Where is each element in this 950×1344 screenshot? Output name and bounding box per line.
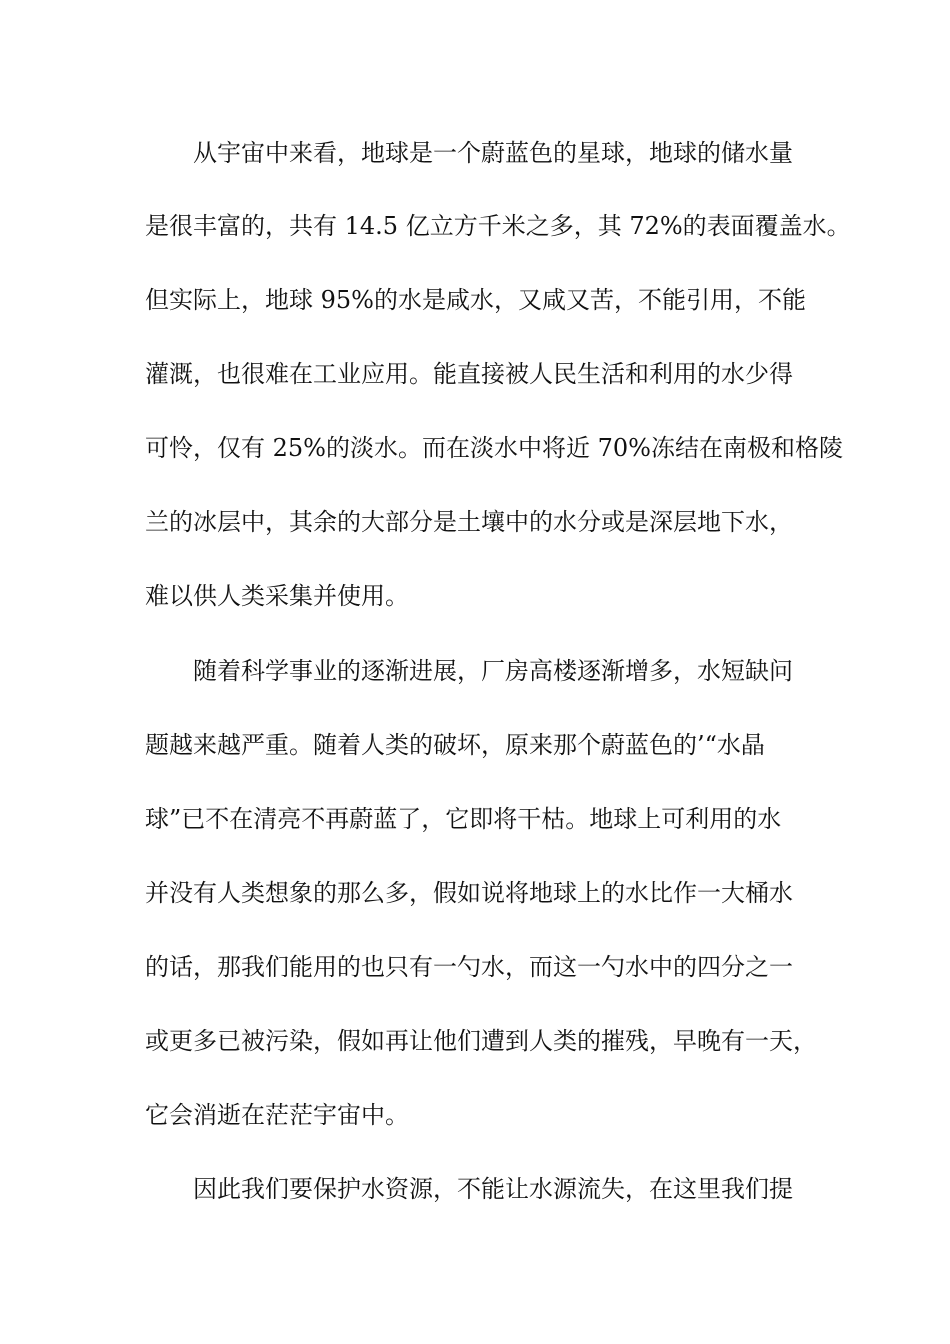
text-line: 可怜，仅有 25%的淡水。而在淡水中将近 70%冻结在南极和格陵 [145,434,843,462]
text-line: 并没有人类想象的那么多，假如说将地球上的水比作一大桶水 [145,879,793,907]
text-line: 因此我们要保护水资源，不能让水源流失，在这里我们提 [193,1175,793,1203]
text-line: 难以供人类采集并使用。 [145,582,409,610]
text-line: 的话，那我们能用的也只有一勺水，而这一勺水中的四分之一 [145,953,793,981]
text-line: 灌溉，也很难在工业应用。能直接被人民生活和利用的水少得 [145,360,793,388]
text-line: 随着科学事业的逐渐进展，厂房高楼逐渐增多，水短缺问 [193,657,793,685]
text-line: 但实际上，地球 95%的水是咸水，又咸又苦，不能引用，不能 [145,286,806,314]
text-line: 从宇宙中来看，地球是一个蔚蓝色的星球，地球的储水量 [193,139,793,167]
text-line: 它会消逝在茫茫宇宙中。 [145,1101,409,1129]
text-line: 球”已不在清亮不再蔚蓝了，它即将干枯。地球上可利用的水 [145,805,782,833]
text-line: 是很丰富的，共有 14.5 亿立方千米之多，其 72%的表面覆盖水。 [145,212,851,240]
text-line: 兰的冰层中，其余的大部分是土壤中的水分或是深层地下水， [145,508,793,536]
text-line: 或更多已被污染，假如再让他们遭到人类的摧残，早晚有一天， [145,1027,817,1055]
text-line: 题越来越严重。随着人类的破坏，原来那个蔚蓝色的’“水晶 [145,731,765,759]
